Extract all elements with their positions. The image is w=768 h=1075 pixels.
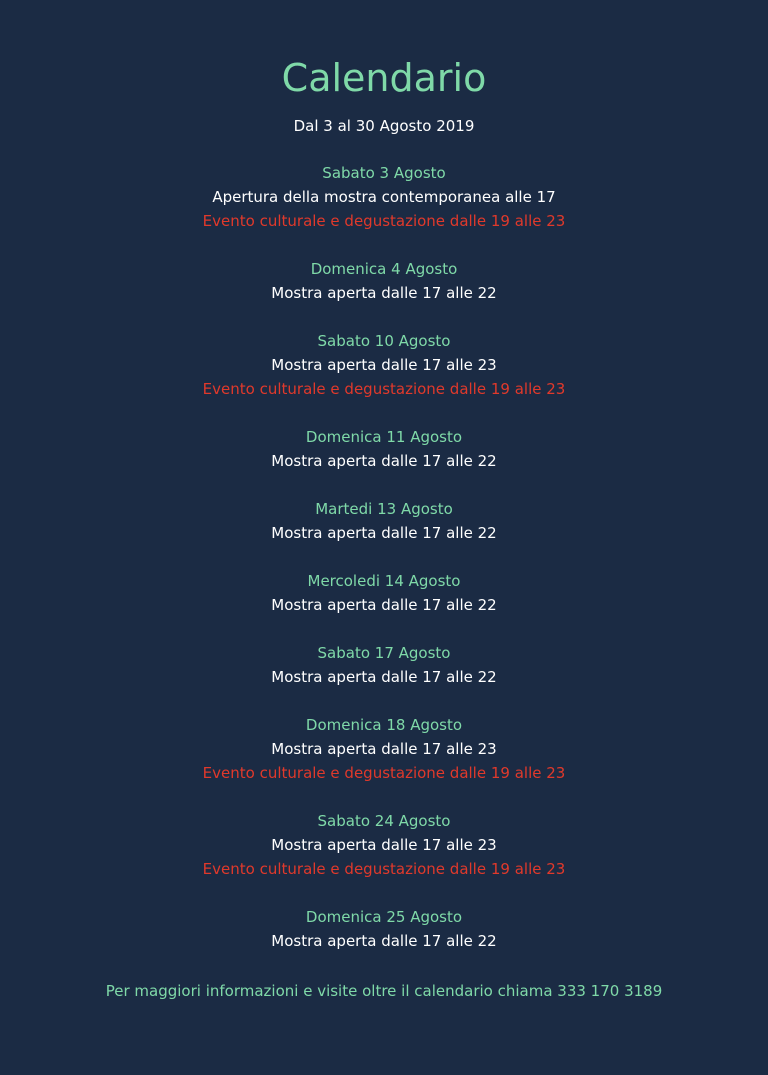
- event-item: [0, 905, 768, 953]
- event-description: Mostra aperta dalle 17 alle 22: [271, 524, 497, 542]
- event-item: [0, 641, 768, 689]
- event-date: Sabato 10 Agosto: [317, 332, 451, 350]
- event-description: Mostra aperta dalle 17 alle 22: [271, 932, 497, 950]
- event-description: Mostra aperta dalle 17 alle 22: [271, 452, 497, 470]
- date-range-subtitle: Dal 3 al 30 Agosto 2019: [293, 117, 475, 135]
- event-description: Mostra aperta dalle 17 alle 23: [271, 836, 497, 854]
- event-date: Sabato 3 Agosto: [322, 164, 446, 182]
- event-date: Domenica 18 Agosto: [305, 716, 463, 734]
- event-date: Martedi 13 Agosto: [315, 500, 453, 518]
- event-date: Domenica 4 Agosto: [310, 260, 458, 278]
- event-extra: Evento culturale e degustazione dalle 19 alle 23: [202, 212, 566, 230]
- event-description: Mostra aperta dalle 17 alle 23: [271, 356, 497, 374]
- event-item: [0, 257, 768, 305]
- contact-footer: Per maggiori informazioni e visite oltre il calendario chiama 333 170 3189: [105, 982, 663, 1000]
- event-date: Domenica 11 Agosto: [305, 428, 463, 446]
- event-item: [0, 425, 768, 473]
- event-item: [0, 329, 768, 401]
- event-date: Sabato 24 Agosto: [317, 812, 451, 830]
- event-extra: Evento culturale e degustazione dalle 19 alle 23: [202, 380, 566, 398]
- page-title: Calendario: [281, 56, 487, 100]
- event-list: [0, 161, 768, 977]
- event-description: Apertura della mostra contemporanea alle 17: [212, 188, 556, 206]
- event-description: Mostra aperta dalle 17 alle 23: [271, 740, 497, 758]
- event-item: [0, 713, 768, 785]
- event-description: Mostra aperta dalle 17 alle 22: [271, 668, 497, 686]
- event-extra: Evento culturale e degustazione dalle 19 alle 23: [202, 764, 566, 782]
- event-description: Mostra aperta dalle 17 alle 22: [271, 596, 497, 614]
- event-date: Sabato 17 Agosto: [317, 644, 451, 662]
- event-item: [0, 569, 768, 617]
- event-item: [0, 497, 768, 545]
- event-extra: Evento culturale e degustazione dalle 19 alle 23: [202, 860, 566, 878]
- event-item: [0, 161, 768, 233]
- event-item: [0, 809, 768, 881]
- event-date: Domenica 25 Agosto: [305, 908, 463, 926]
- event-date: Mercoledi 14 Agosto: [307, 572, 461, 590]
- event-description: Mostra aperta dalle 17 alle 22: [271, 284, 497, 302]
